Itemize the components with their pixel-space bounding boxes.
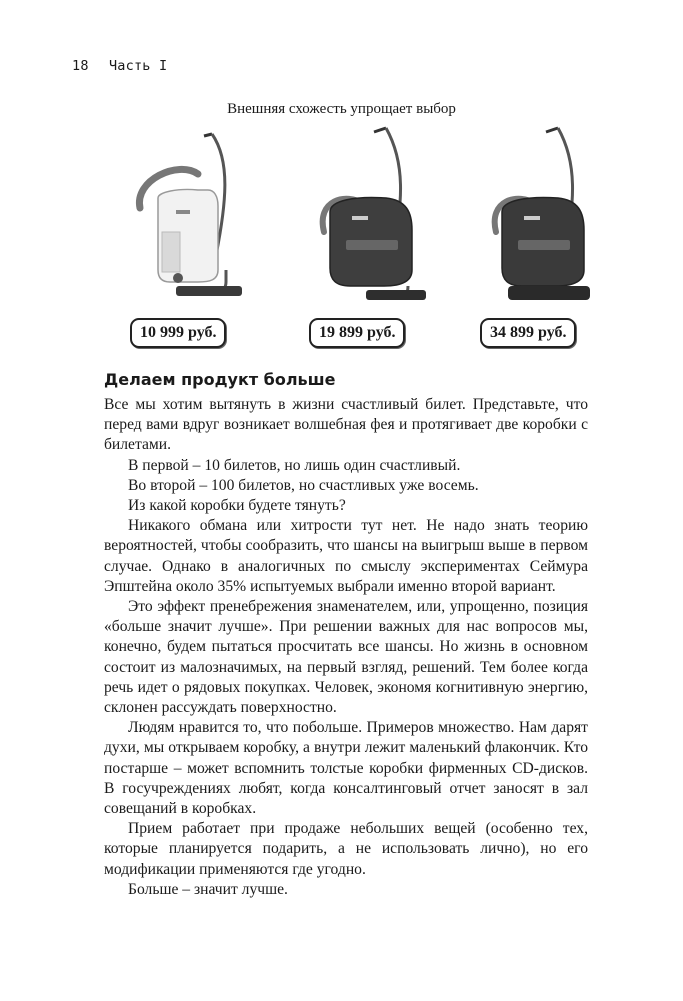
product-3 [468,120,658,360]
paragraph: Из какой коробки будете тянуть? [128,497,346,515]
price-tag: 34 899 руб. [480,318,576,348]
price-tag: 10 999 руб. [130,318,226,348]
paragraph: Это эффект пренебрежения знаменателем, или, упрощенно, позиция «больше значит лучше». При решении важных для нас вопросов мы, конечно, будем пытаться просчитать все шансы. Но жизнь в основном состоит из малозначимых, на первый взгляд, решений. Тем более когда речь идет о рядовых покупках. Человек, экономя когнитивную энергию, склонен рассуждать поверхностно. [104,598,588,717]
paragraph: В первой – 10 билетов, но лишь один счастливый. [128,456,461,474]
body-text [104,395,588,900]
product-2 [296,120,486,360]
paragraph: Людям нравится то, что побольше. Примеров множество. Нам дарят духи, мы открываем коробку, а внутри лежит маленький флакончик. Кто постарше – может вспомнить толстые коробки фирменных CD-дисков. В госучреждениях любят, когда консалтинговый отчет заносят в зал совещаний в коробках. [104,719,588,818]
paragraph: Прием работает при продаже небольших вещей (особенно тех, которые планируется подарить, а не использовать лично), но его модификации применяются где угодно. [104,820,588,878]
price-tag: 19 899 руб. [309,318,405,348]
page-number: 18 [72,58,89,74]
part-label: Часть I [108,58,168,74]
section-heading: Делаем продукт больше [104,370,336,389]
vacuum-white-image [118,120,308,310]
paragraph: Больше – значит лучше. [128,880,288,898]
running-head [72,58,167,74]
paragraph: Никакого обмана или хитрости тут нет. Не надо знать теорию вероятностей, чтобы сообразить, что шансы на выигрыш выше в первом случае. Однако в аналогичных по смыслу экспериментах Сеймура Эпштейна около 35% испытуемых выбрали именно второй вариант. [104,517,588,595]
vacuum-dark-premium-image [468,120,658,310]
figure-caption: Внешняя схожесть упрощает выбор [227,101,456,117]
product-1 [118,120,308,360]
paragraph: Во второй – 100 билетов, но счастливых уже восемь. [128,476,479,494]
vacuum-dark-image [296,120,486,310]
paragraph: Все мы хотим вытянуть в жизни счастливый билет. Представьте, что перед вами вдруг возникает волшебная фея и протягивает две коробки с билетами. [104,396,588,454]
